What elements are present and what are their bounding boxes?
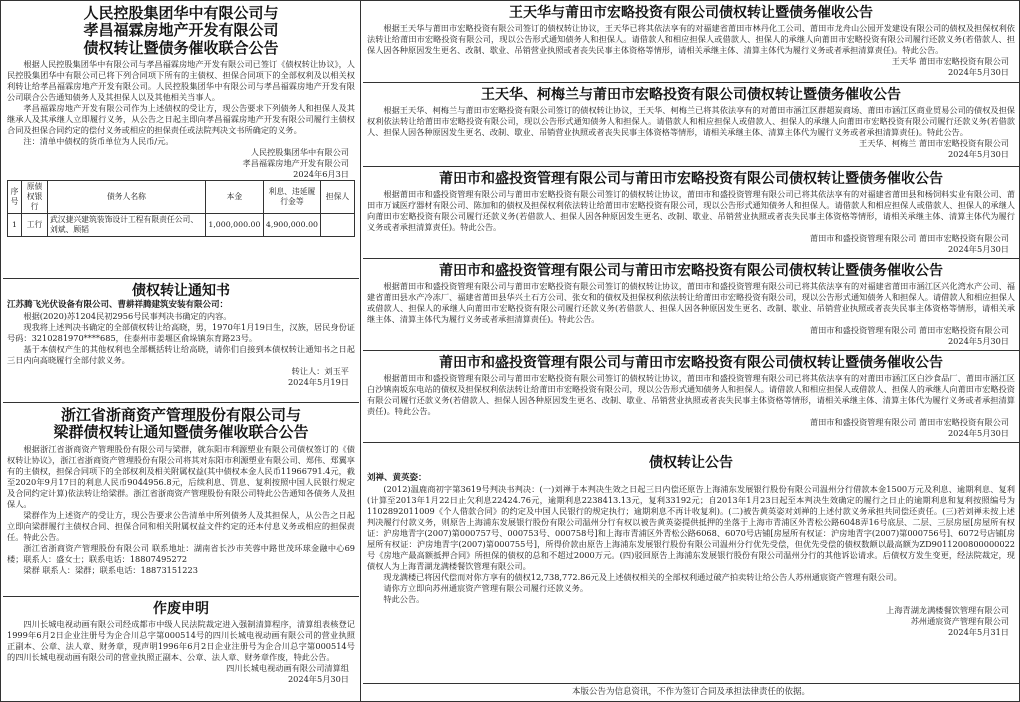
table-header: 本金 (205, 180, 263, 213)
signature: 莆田市和盛投资管理有限公司 莆田市宏略投资有限公司 (809, 233, 1009, 244)
notice-paragraph: 梁群作为上述资产的受让方，现公告要求公告清单中所列债务人及其担保人，从公告之日起立即向梁群履行主债权合同、担保合同和相关附属权益文件约定的还本付息义务或相应的担保责任。特此公告。 (7, 509, 355, 542)
notice-wangtianhua-kemeilan (363, 85, 1019, 167)
date: 2024年5月30日 (947, 428, 1009, 439)
signature: 四川长城电视动画有限公司清算组 (226, 663, 349, 674)
notice-paragraph: 根据莆田市和盛投资管理有限公司与莆田市宏略投资有限公司签订的债权转让协议，莆田市和盛投资管理有限公司已将其依法享有的对莆田市涵江区白沙食品厂、莆田市涵江区白沙镇南坂东电站的债权及担保权利依法转让给莆田市宏略投资有限公司，现以公告形式通知债务人和担保人。请借款人和相应担保人或借款人、担保人的承继人向莆田市宏略投资有限公司履行还款义务(若借款人、担保人因各种原因发生更名、改制、歇业、吊销营业执照或者丧失民事主体资格等情形，请相关承继主体、清算主体代为履行义务或者承担清算责任)。特此公告。 (367, 373, 1015, 417)
table-cell: 4,900,000.00 (263, 213, 320, 236)
date: 2024年5月30日 (947, 244, 1009, 255)
notice-joint-announcement-renmin (3, 3, 359, 279)
table-cell: 工行 (22, 213, 48, 236)
signature: 苏州通宸资产管理有限公司 (910, 616, 1009, 627)
notice-debt-transfer-letter (3, 281, 359, 403)
notice-title: 作废申明 (153, 601, 209, 617)
notice-title: 王天华、柯梅兰与莆田市宏略投资有限公司债权转让暨债务催收公告 (481, 87, 901, 103)
notice-contact: 梁群 联系人：梁群；联系电话：18873151223 (23, 564, 198, 575)
table-header-row (8, 180, 355, 213)
signature: 莆田市和盛投资管理有限公司 莆田市宏略投资有限公司 (809, 417, 1009, 428)
notice-contact: 浙江省浙商资产管理股份有限公司 联系地址：湖南省长沙市芙蓉中路世茂环球金融中心69楼；联系人：盛女士；联系电话：18807495272 (7, 542, 355, 564)
date: 2024年5月31日 (947, 627, 1009, 638)
left-column (3, 3, 359, 699)
table-header: 担保人 (321, 180, 355, 213)
notice-paragraph: 根据莆田市和盛投资管理有限公司与莆田市宏略投资有限公司签订的债权转让协议，莆田市和盛投资管理有限公司已将其依法享有的对福建省莆田市涵江区兴化湾水产公司、福建省莆田县水产冷冻厂、福建省莆田县华兴土石方公司、张女和的债权及担保权利依法转让给莆田市宏略投资有限公司，现以公告形式通知债务人和担保人。请借款人和相应担保人或借款人、担保人的承继人向莆田市宏略投资有限公司履行还款义务(若借款人、担保人因各种原因发生更名、改制、歇业、吊销营业执照或者丧失民事主体资格等情形，请相关承继主体、清算主体代为履行义务或者承担清算责任)。特此公告。 (367, 281, 1015, 325)
right-column (363, 3, 1019, 699)
notice-paragraph: 根据(2020)苏1204民初2956号民事判决书确定的内容。 (23, 311, 232, 322)
notice-paragraph: 请你方立即向苏州通宸资产管理有限公司履行还款义务。 (383, 583, 589, 594)
signature: 上海青湖龙满楼餐饮管理有限公司 (886, 605, 1009, 616)
signature: 人民控股集团华中有限公司 (250, 146, 349, 157)
date: 2024年5月19日 (287, 377, 349, 388)
notice-zheshang-joint-announcement (3, 405, 359, 597)
signature: 王天华 莆田市宏略投资有限公司 (891, 56, 1009, 67)
notice-paragraph: 基于本债权产生的其他权利也全部概括转让给高晓，请你们自接到本债权转让通知书之日起三日内向高晓履行全部付款义务。 (7, 344, 355, 366)
table-cell (321, 213, 355, 236)
notice-paragraph: 根据王天华与莆田市宏略投资有限公司签订的债权转让协议，王天华已将其依法享有的对福建省莆田市林丹化工公司、莆田市龙舟山公园开发建设有限公司的债权及担保权利依法转让给莆田市宏略投资有限公司，现以公告形式通知债务人和担保人。请借款人和相应担保人或借款人、担保人的承继人向莆田市宏略投资有限公司履行还款义务(若借款人、担保人因各种原因发生更名、改制、歇业、吊销营业执照或者丧失民事主体资格等情形，请相关承继主体、清算主体代为履行义务或者承担清算责任)。特此公告。 (367, 23, 1015, 56)
table-header: 序号 (8, 180, 22, 213)
table-header: 原债权银行 (22, 180, 48, 213)
notice-title-line: 人民控股集团华中有限公司与 (83, 4, 279, 22)
table-cell: 1 (8, 213, 22, 236)
notice-title: 莆田市和盛投资管理有限公司与莆田市宏略投资有限公司债权转让暨债务催收公告 (439, 355, 943, 371)
date: 2024年5月30日 (947, 67, 1009, 78)
signature: 王天华、柯梅兰 莆田市宏略投资有限公司 (859, 138, 1009, 149)
date: 2024年6月3日 (293, 168, 349, 179)
table-cell: 武汉捷兴建筑装饰设计工程有限责任公司、刘斌、顾韬 (48, 213, 206, 236)
signature: 孝昌福霖房地产开发有限公司 (242, 157, 349, 168)
notice-wangtianhua (363, 3, 1019, 83)
notice-title: 王天华与莆田市宏略投资有限公司债权转让暨债务催收公告 (509, 5, 873, 21)
notice-paragraph: (2012)温鹿商初字第3619号判决书判决：(一)刘禅于本判决生效之日起三日内偿还原告上海浦东发展银行股份有限公司温州分行借款本金1500万元及利息、逾期利息、复利(计算至2013年1月22日止欠利息22424.76元，逾期利息2238413.13元，复利33192元；自2013年1月23日起至本判决生效确定的履行之日止的逾期利息和复利按照编号为1102892011009《个人借款合同》的约定及中国人民银行的规定执行；逾期利息不再计收复利)。(二)被告黄英姿对刘禅的上述付款义务承担共同偿还责任。(三)若刘禅未按上述判决履行付款义务，则原告上海浦东发展银行股份有限公司温州分行有权以被告黄英姿提供抵押的坐落于上海市青浦区外青松公路6048弄16号底层、二层、三层房屋[房屋所有权证：沪房地青字(2007)第000757号、000753号、000758号]和上海市青浦区外青松公路6068、6070号店铺[房屋所有权证：沪房地青字(2007)第000756号]、6072号店铺[房屋所有权证：沪房地青字(2007)第000755号]，所得价款由原告上海浦东发展银行股份有限公司温州分行优先受偿，但优先受偿的债权数额以最高额为ZD9011200800000022号《房地产最高额抵押合同》所担保的债权的总和不超过2000万元。(四)驳回原告上海浦东发展银行股份有限公司温州分行的其他诉讼请求。后债权方发生变更，经法院裁定，现债权人为上海青湖龙满楼餐饮管理有限公司。 (367, 484, 1015, 572)
notice-paragraph: 现我将上述判决书确定的全部债权转让给高晓，男，1970年1月19日生，汉族，居民身份证号码：3210281970****685，住泰州市姜堰区俞垛镇东育路23号。 (7, 322, 355, 344)
date: 2024年5月30日 (947, 336, 1009, 347)
notice-paragraph: 根据浙江省浙商资产管理股份有限公司与梁群，就东阳市利源塑业有限公司债权签订的《债权转让协议》，浙江省浙商资产管理股份有限公司将其对东阳市利源塑业有限公司、郑伟、郑翼享有的主债权，担保合同项下的全部权利及相关附属权益(其中债权本金人民币11966791.4元，截至2020年9月17日的利息人民币9044956.8元，后续利息、罚息、复利按照中国人民银行规定及合同约定计算)依法转让给梁群。浙江省浙商资产管理股份有限公司特此公告通知各债务人及担保人。 (7, 443, 355, 509)
notice-paragraph: 现龙满楼已将因代偿而对你方享有的债权12,738,772.86元及上述债权相关的全部权利通过破产拍卖转让给公告人苏州通宸资产管理有限公司。 (383, 572, 902, 583)
table-header: 利息、违延履行金等 (263, 180, 320, 213)
notice-title-line: 孝昌福霖房地产开发有限公司 (83, 21, 279, 40)
notice-debt-transfer-liuchan (363, 453, 1019, 681)
notice-addressee: 刘禅、黄英姿： (367, 473, 427, 484)
notice-title: 债权转让通知书 (132, 283, 230, 299)
notice-paragraph: 根据王天华、柯梅兰与莆田市宏略投资有限公司签订的债权转让协议，王天华、柯梅兰已将其依法享有的对莆田市涵江区群超炭商场、莆田市涵江区商业贸易公司的债权及担保权利依法转让给莆田市宏略投资有限公司，现以公告形式通知债务人和担保人。请借款人和相应担保人或借款人、担保人的承继人向莆田市宏略投资有限公司履行还款义务(若借款人、担保人因各种原因发生更名、改制、歇业、吊销营业执照或者丧失民事主体资格等情形，请相关承继主体、清算主体代为履行义务或者承担清算责任)。特此公告。 (367, 105, 1015, 138)
notice-void-declaration (3, 599, 359, 699)
table-row (8, 213, 355, 236)
notice-title-line: 梁群债权转让通知暨债务催收联合公告 (53, 423, 309, 442)
notice-title-line: 债权转让暨债务催收联合公告 (83, 38, 279, 57)
notice-title: 债权转让公告 (649, 455, 733, 471)
notice-paragraph: 特此公告。 (383, 594, 425, 605)
date: 2024年5月30日 (287, 674, 349, 685)
notice-note: 注：清单中债权的货币单位为人民币/元。 (23, 135, 174, 146)
notice-paragraph: 孝昌福霖房地产开发有限公司作为上述债权的受让方，现公告要求下列债务人和担保人及其继承人及其承继人立即履行义务，从公告之日起主即向孝昌福霖房地产开发有限公司履行主债权合同及担保合同约定的偿付义务或相应的担保责任或法院判决文书所确定的义务。 (7, 102, 355, 135)
page-footer-disclaimer: 本版公告为信息资讯，不作为签订合同及承担法律责任的依据。 (363, 683, 1019, 699)
notice-title: 莆田市和盛投资管理有限公司与莆田市宏略投资有限公司债权转让暨债务催收公告 (439, 263, 943, 279)
notice-title: 莆田市和盛投资管理有限公司与莆田市宏略投资有限公司债权转让暨债务催收公告 (439, 171, 943, 187)
signature: 莆田市和盛投资管理有限公司 莆田市宏略投资有限公司 (809, 325, 1009, 336)
notice-hesheng-2 (363, 261, 1019, 351)
notice-addressee: 江苏腾飞光伏设备有限公司、曹耕祥腾建筑安装有限公司： (7, 300, 229, 311)
notice-hesheng-1 (363, 169, 1019, 259)
notice-hesheng-3 (363, 353, 1019, 443)
notice-paragraph: 四川长城电视动画有限公司经成都市中级人民法院裁定进入强制清算程序，清算组表核登记1999年6月2日企业注册号为企合川总字第000514号的四川长城电视动画有限公司的营业执照正副本、公章、法人章、财务章，现声明1996年6月2日企业注册号为企合川总字第000514号的四川长城电视动画有限公司的营业执照正副本、公章、法人章、财务章作废，特此公告。 (7, 619, 355, 663)
notice-title-line: 浙江省浙商资产管理股份有限公司与 (60, 406, 301, 424)
table-cell: 1,000,000.00 (205, 213, 263, 236)
notice-paragraph: 根据莆田市和盛投资管理有限公司与莆田市宏略投资有限公司签订的债权转让协议，莆田市和盛投资管理有限公司已将其依法享有的对福建省莆田县和杨饲料实业有限公司、莆田市万诚医疗器材有限公司、陈加和的债权及担保权利依法转让给莆田市宏略投资有限公司，现以公告形式通知债务人和担保人。请借款人和相应担保人或借款人、担保人的承继人向莆田市宏略投资有限公司履行还款义务(若借款人、担保人因各种原因发生更名、改制、歇业、吊销营业执照或者丧失民事主体资格等情形，请相关承继主体、清算主体代为履行义务或者承担清算责任)。特此公告。 (367, 189, 1015, 233)
notice-paragraph: 根据人民控股集团华中有限公司与孝昌福霖房地产开发有限公司已签订《债权转让协议》，人民控股集团华中有限公司已将下列合同项下所有的主债权、担保合同项下的全部权利及以相关权利转让给孝昌福霖房地产开发有限公司。人民控股集团华中有限公司与孝昌福霖房地产开发有限公司联合公告通知债务人及其担保人以及其他相关当事人。 (7, 58, 355, 102)
table-header: 债务人名称 (48, 180, 206, 213)
date: 2024年5月30日 (947, 149, 1009, 160)
signature: 转让人：刘玉平 (291, 366, 349, 377)
column-divider (360, 1, 361, 702)
debt-table (7, 180, 355, 237)
